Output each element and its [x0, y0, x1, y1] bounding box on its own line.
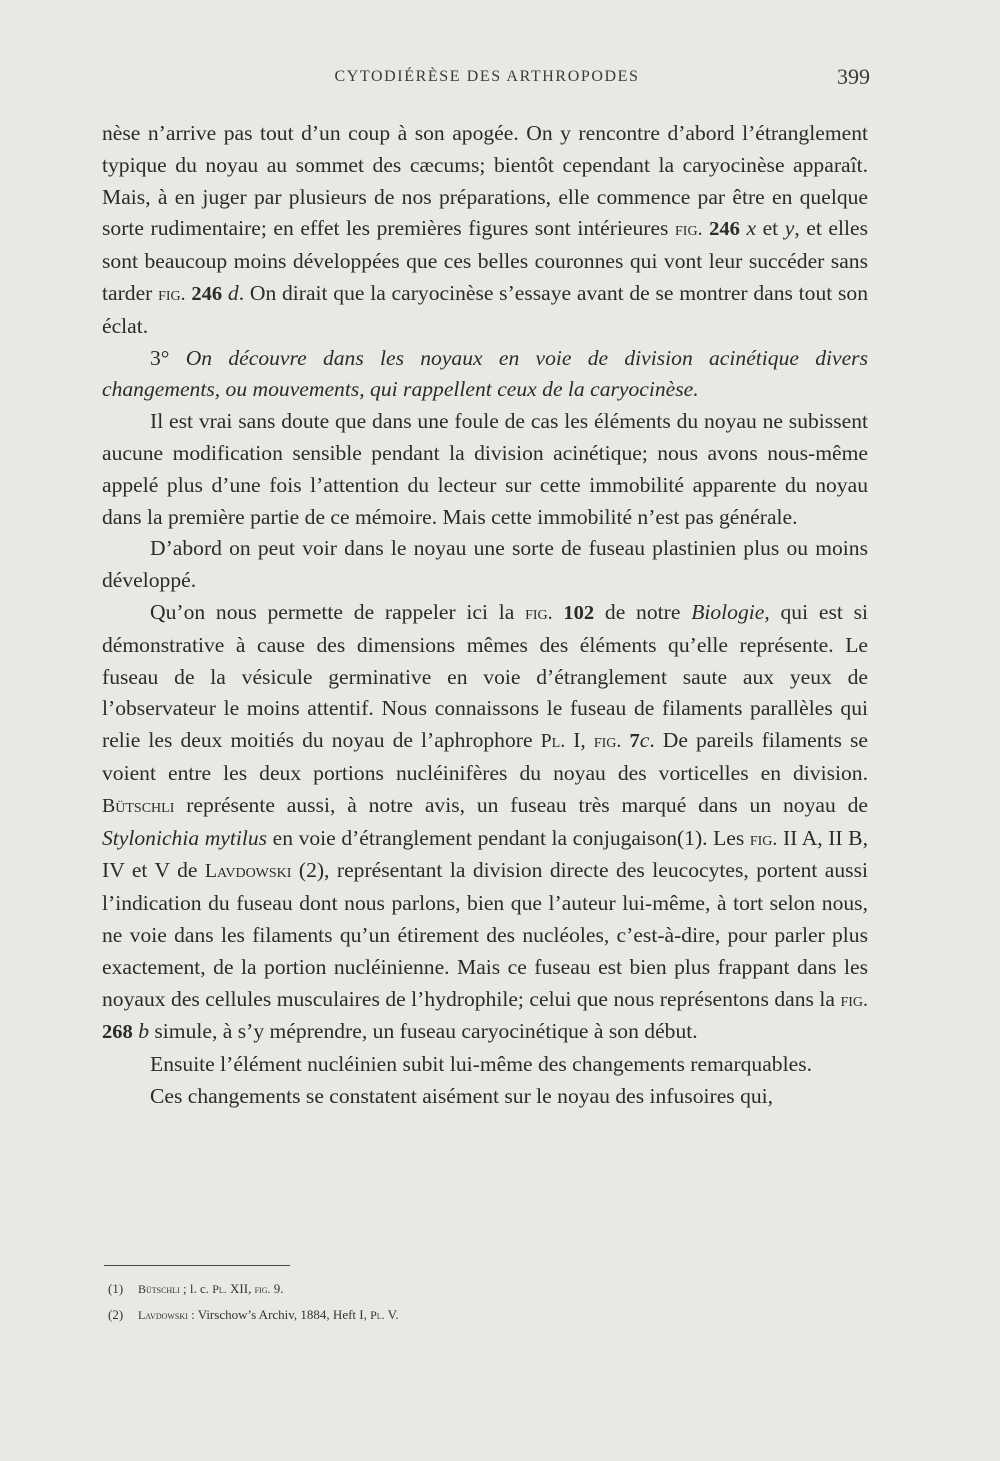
fig-ref-label: fig.: [675, 218, 703, 241]
fig-ref-label: fig.: [749, 827, 778, 850]
text-run: II A, II B, IV et V de: [102, 825, 868, 883]
footnote-2: [108, 1302, 808, 1328]
paragraph-7: Ces changements se constatent aisément sur le noyau des infusoires qui,: [150, 1083, 774, 1108]
text-run: I,: [565, 728, 594, 753]
running-head: [102, 64, 872, 92]
text-run: et: [756, 216, 785, 241]
plate-label: Pl.: [370, 1308, 385, 1322]
footnote-number: (2): [108, 1307, 124, 1322]
footnote-1: [108, 1276, 808, 1302]
text-run: , qui est si démonstrative à cause des dimensions mêmes des éléments qu’elle représente. Le fuseau de la vésicule germinative en voie d’étranglement saute aux yeux de l’observateur le moins attentif. Nous connaissons le fuseau de filaments parallèles qui relie les deux moitiés du noyau de l’aphrophore: [102, 599, 869, 753]
fig-ref-label: fig.: [840, 988, 868, 1011]
work-title: Biologie: [691, 599, 765, 624]
text-run: . On dirait que la caryocinèse s’essaye avant de se montrer dans tout son éclat.: [102, 280, 868, 338]
fig-ref-label: fig.: [593, 730, 622, 753]
text-run: . De pareils filaments se voient entre les deux portions nucléinifères du noyau des vorticelles en division.: [102, 728, 869, 785]
page-number: 399: [837, 64, 870, 89]
plate-label: Pl.: [212, 1282, 227, 1296]
text-run: Qu’on nous permette de rappeler ici la: [150, 599, 526, 624]
plate-label: Pl.: [540, 730, 566, 753]
text-run: de notre: [594, 599, 692, 624]
text-run: ; l. c.: [179, 1281, 213, 1296]
fig-ref-number: 246: [709, 218, 740, 241]
paragraph-1: [102, 118, 868, 343]
fig-ref-label: fig.: [525, 601, 553, 624]
fig-ref-number: 246: [191, 282, 223, 305]
text-run: XII,: [226, 1281, 255, 1296]
fig-ref-label: fig.: [158, 282, 186, 305]
italic-statement: On découvre dans les noyaux en voie de division acinétique divers changements, ou mouvements, qui rappellent ceux de la caryocinèse.: [102, 345, 868, 402]
fig-ref-number: 102: [563, 601, 595, 624]
fig-ref-number: 7: [629, 730, 640, 753]
fig-ref-letter: c: [639, 728, 650, 753]
running-title: CYTODIÉRÈSE DES ARTHROPODES: [334, 68, 640, 85]
paragraph-4: D’abord on peut voir dans le noyau une sorte de fuseau plastinien plus ou moins développé.: [102, 536, 868, 593]
fig-ref-label: fig.: [254, 1282, 271, 1296]
paragraph-3: Il est vrai sans doute que dans une foule de cas les éléments du noyau ne subissent aucune modification sensible pendant la division acinétique; nous avons nous-même appelé plus d’une fois l’attention du lecteur sur cette immobilité apparente du noyau dans la première partie de ce mémoire. Mais cette immobilité n’est pas générale.: [102, 409, 868, 529]
author-name: Bütschli: [102, 794, 175, 817]
author-name: Lavdowski: [138, 1308, 188, 1322]
fig-ref-number: 268: [102, 1021, 133, 1044]
text-run: 9.: [270, 1281, 284, 1296]
text-run: V.: [384, 1307, 399, 1322]
text-run: (2), représentant la division directe des leucocytes, portent aussi l’indication du fuseau dont nous parlons, bien que l’auteur lui-même, à tort selon nous, ne voie dans les filaments qu’un étirement des nucléoles, c’est-à-dire, pour parler plus exactement, de la portion nucléinienne. Mais ce fuseau est bien plus frappant dans les noyaux des cellules musculaires de l’hydrophile; celui que nous représentons dans la: [102, 858, 868, 1011]
footnotes: [108, 1276, 808, 1328]
footnote-number: (1): [108, 1281, 124, 1296]
fig-ref-letter: y: [784, 216, 795, 241]
text-run: simule, à s’y méprendre, un fuseau caryocinétique à son début.: [148, 1019, 698, 1044]
body-text: [102, 118, 868, 1113]
text-run: en voie d’étranglement pendant la conjugaison(1). Les: [267, 825, 750, 850]
text-run: : Virschow’s Archiv, 1884, Heft I,: [187, 1307, 371, 1322]
author-name: Lavdowski: [204, 860, 292, 883]
paragraph-2: [102, 343, 868, 407]
paragraph-6: Ensuite l’élément nucléinien subit lui-même des changements remarquables.: [150, 1052, 812, 1077]
fig-ref-letter: x: [746, 216, 757, 241]
author-name: Bütschli: [138, 1282, 180, 1296]
fig-ref-letter: b: [138, 1019, 149, 1044]
fig-ref-letter: d: [227, 280, 239, 305]
paragraph-5: [102, 597, 868, 1049]
section-marker: 3°: [150, 345, 170, 370]
text-run: , et elles sont beaucoup moins développées que ces belles couronnes qui vont leur succéder sans tarder: [102, 216, 868, 305]
text-run: représente aussi, à notre avis, un fuseau très marqué dans un noyau de: [174, 792, 868, 817]
footnote-rule: [104, 1265, 290, 1266]
species-name: Stylonichia mytilus: [102, 825, 268, 850]
text-run: nèse n’arrive pas tout d’un coup à son apogée. On y rencontre d’abord l’étranglement typique du noyau au sommet des cæcums; bientôt cependant la caryocinèse apparaît. Mais, à en juger par plusieurs de nos préparations, elle commence par être en quelque sorte rudimentaire; en effet les premières figures sont intérieures: [102, 121, 868, 241]
